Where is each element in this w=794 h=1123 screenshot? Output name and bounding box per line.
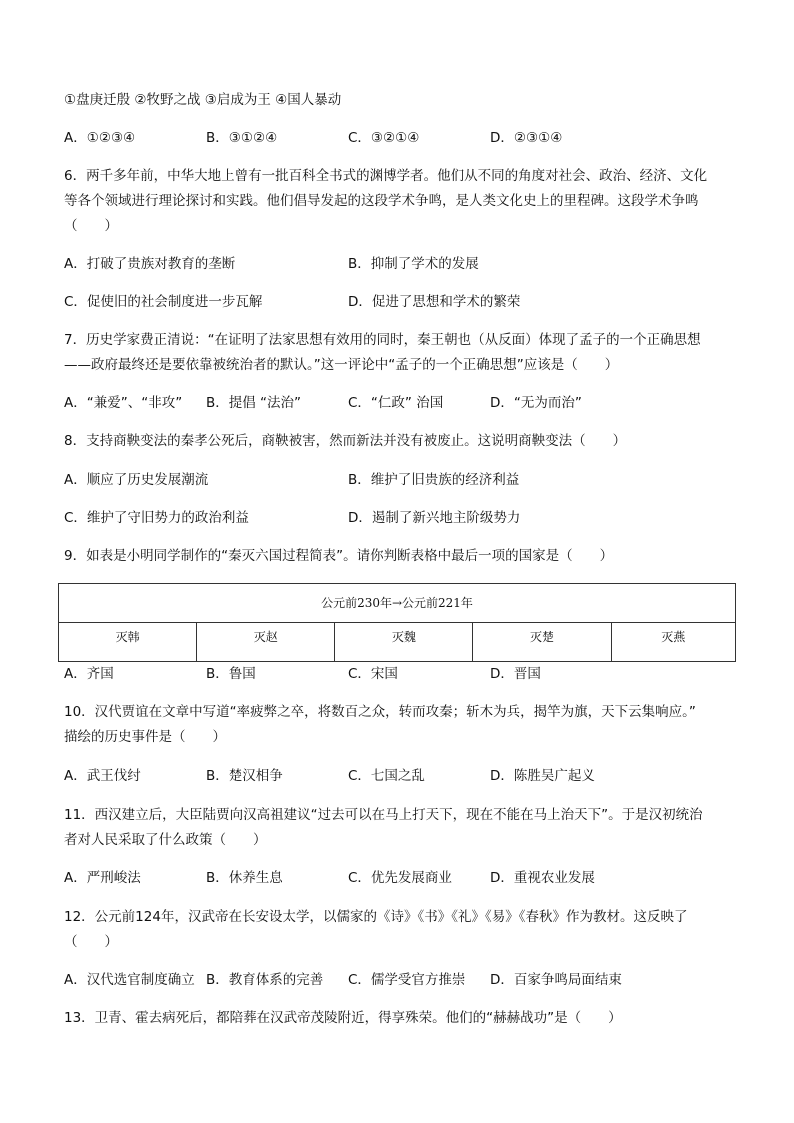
- table-header: 公元前230年→公元前221年: [59, 584, 735, 623]
- q6-stem-line-1: 6．两千多年前，中华大地上曾有一批百科全书式的渊博学者。他们从不同的角度对社会、政治、经济、文化: [64, 168, 708, 184]
- q10-option-a[interactable]: A．武王伐纣: [64, 768, 141, 784]
- q9-option-a[interactable]: A．齐国: [64, 666, 114, 682]
- table-cell-chu: 灭楚: [473, 623, 611, 661]
- q10-stem-line-1: 10．汉代贾谊在文章中写道“率疲弊之卒，将数百之众，转而攻秦；斩木为兵，揭竿为旗，天下云集响应。”: [64, 704, 696, 720]
- q12-stem-line-2: （ ）: [64, 934, 118, 950]
- q7-option-b[interactable]: B．提倡 “法治”: [206, 395, 302, 411]
- q6-option-c[interactable]: C．促使旧的社会制度进一步瓦解: [64, 294, 263, 310]
- q11-stem-line-1: 11．西汉建立后，大臣陆贾向汉高祖建议“过去可以在马上打天下，现在不能在马上治天下”。于是汉初统治: [64, 807, 703, 823]
- table-cell-zhao: 灭赵: [197, 623, 335, 661]
- q12-option-a[interactable]: A．汉代选官制度确立: [64, 972, 195, 988]
- q12-option-c[interactable]: C．儒学受官方推崇: [348, 972, 466, 988]
- q12-option-d[interactable]: D．百家争鸣局面结束: [490, 972, 622, 988]
- q5-option-c[interactable]: C．③②①④: [348, 130, 420, 146]
- table-cell-yan: 灭燕: [661, 630, 686, 644]
- q7-stem-line-2: ——政府最终还是要依靠被统治者的默认。”这一评论中“孟子的一个正确思想”应该是（ ）: [64, 357, 619, 373]
- table-cell-wei: 灭魏: [335, 623, 473, 661]
- q8-option-b[interactable]: B．维护了旧贵族的经济利益: [348, 472, 520, 488]
- qin-unification-table: [58, 583, 736, 662]
- table-cell-han: 灭韩: [59, 623, 197, 661]
- q8-stem-line-1: 8．支持商鞅变法的秦孝公死后，商鞅被害，然而新法并没有被废止。这说明商鞅变法（ ）: [64, 433, 627, 449]
- q9-option-c[interactable]: C．宋国: [348, 666, 398, 682]
- q6-option-b[interactable]: B．抑制了学术的发展: [348, 256, 479, 272]
- q7-stem-line-1: 7．历史学家费正清说：“在证明了法家思想有效用的同时，秦王朝也（从反面）体现了孟子的一个正确思想: [64, 332, 701, 348]
- q10-option-b[interactable]: B．楚汉相争: [206, 768, 283, 784]
- q8-option-d[interactable]: D．遏制了新兴地主阶级势力: [348, 510, 521, 526]
- q9-option-b[interactable]: B．鲁国: [206, 666, 256, 682]
- q9-option-d[interactable]: D．晋国: [490, 666, 541, 682]
- q7-option-a[interactable]: A．“兼爱”、“非攻”: [64, 395, 183, 411]
- q5-option-a[interactable]: A．①②③④: [64, 130, 136, 146]
- q9-stem-line-1: 9．如表是小明同学制作的“秦灭六国过程简表”。请你判断表格中最后一项的国家是（ ）: [64, 548, 614, 564]
- q5-option-b[interactable]: B．③①②④: [206, 130, 278, 146]
- q6-stem-line-3: （ ）: [64, 218, 118, 234]
- q8-option-a[interactable]: A．顺应了历史发展潮流: [64, 472, 209, 488]
- q11-option-c[interactable]: C．优先发展商业: [348, 870, 452, 886]
- q6-option-d[interactable]: D．促进了思想和学术的繁荣: [348, 294, 521, 310]
- q11-stem-line-2: 者对人民采取了什么政策（ ）: [64, 832, 267, 848]
- q5-items: ①盘庚迁殷 ②牧野之战 ③启成为王 ④国人暴动: [64, 92, 342, 108]
- q10-option-d[interactable]: D．陈胜吴广起义: [490, 768, 595, 784]
- q8-option-c[interactable]: C．维护了守旧势力的政治利益: [64, 510, 249, 526]
- q10-option-c[interactable]: C．七国之乱: [348, 768, 425, 784]
- table-row: [59, 623, 735, 661]
- q12-stem-line-1: 12．公元前124年，汉武帝在长安设太学，以儒家的《诗》《书》《礼》《易》《春秋》作为教材。这反映了: [64, 909, 688, 925]
- q10-stem-line-2: 描绘的历史事件是（ ）: [64, 729, 226, 745]
- q6-stem-line-2: 等各个领域进行理论探讨和实践。他们倡导发起的这段学术争鸣，是人类文化史上的里程碑。这段学术争鸣: [64, 193, 699, 209]
- q7-option-c[interactable]: C．“仁政” 治国: [348, 395, 444, 411]
- q5-option-d[interactable]: D．②③①④: [490, 130, 563, 146]
- q11-option-a[interactable]: A．严刑峻法: [64, 870, 141, 886]
- q11-option-b[interactable]: B．休养生息: [206, 870, 283, 886]
- q13-stem-line-1: 13．卫青、霍去病死后，都陪葬在汉武帝茂陵附近，得享殊荣。他们的“赫赫战功”是（ ）: [64, 1010, 622, 1026]
- q11-option-d[interactable]: D．重视农业发展: [490, 870, 595, 886]
- q12-option-b[interactable]: B．教育体系的完善: [206, 972, 324, 988]
- q7-option-d[interactable]: D．“无为而治”: [490, 395, 582, 411]
- q6-option-a[interactable]: A．打破了贵族对教育的垄断: [64, 256, 236, 272]
